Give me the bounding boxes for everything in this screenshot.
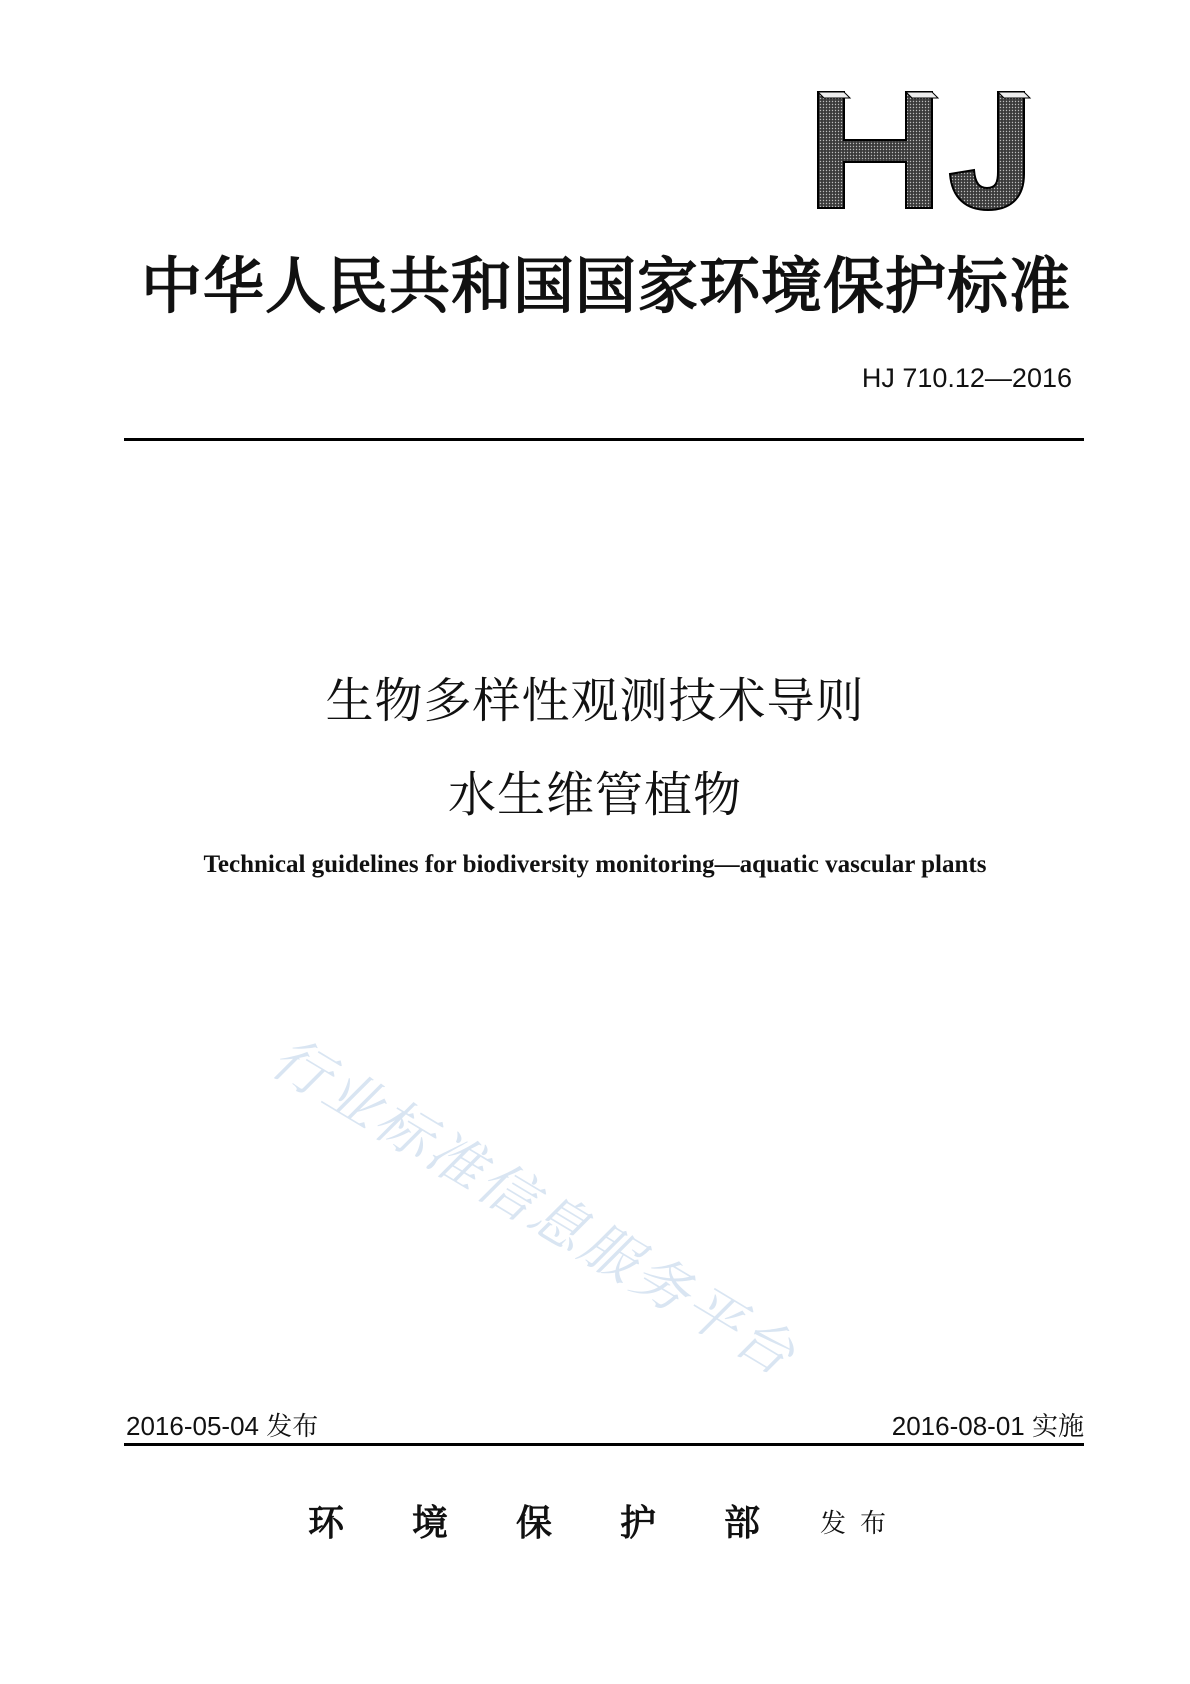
issuing-authority-title: 中华人民共和国国家环境保护标准 — [140, 251, 1071, 322]
hj-logo — [810, 88, 1050, 213]
standard-number: HJ 710.12—2016 — [861, 363, 1072, 393]
document-title-cn-line1: 生物多样性观测技术导则 — [325, 673, 865, 729]
publisher-name: 环境保护部 — [308, 1502, 829, 1544]
bottom-divider — [124, 1443, 1084, 1446]
implementation-date: 2016-08-01 实施 — [891, 1411, 1084, 1441]
document-title-en: Technical guidelines for biodiversity monitoring—aquatic vascular plants — [203, 851, 987, 878]
issue-date: 2016-05-04 发布 — [126, 1411, 319, 1441]
top-divider — [124, 438, 1084, 441]
watermark: 行业标准信息服务平台 — [260, 1025, 809, 1391]
document-title-cn-line2: 水生维管植物 — [447, 767, 742, 823]
publish-label: 发布 — [820, 1509, 901, 1539]
